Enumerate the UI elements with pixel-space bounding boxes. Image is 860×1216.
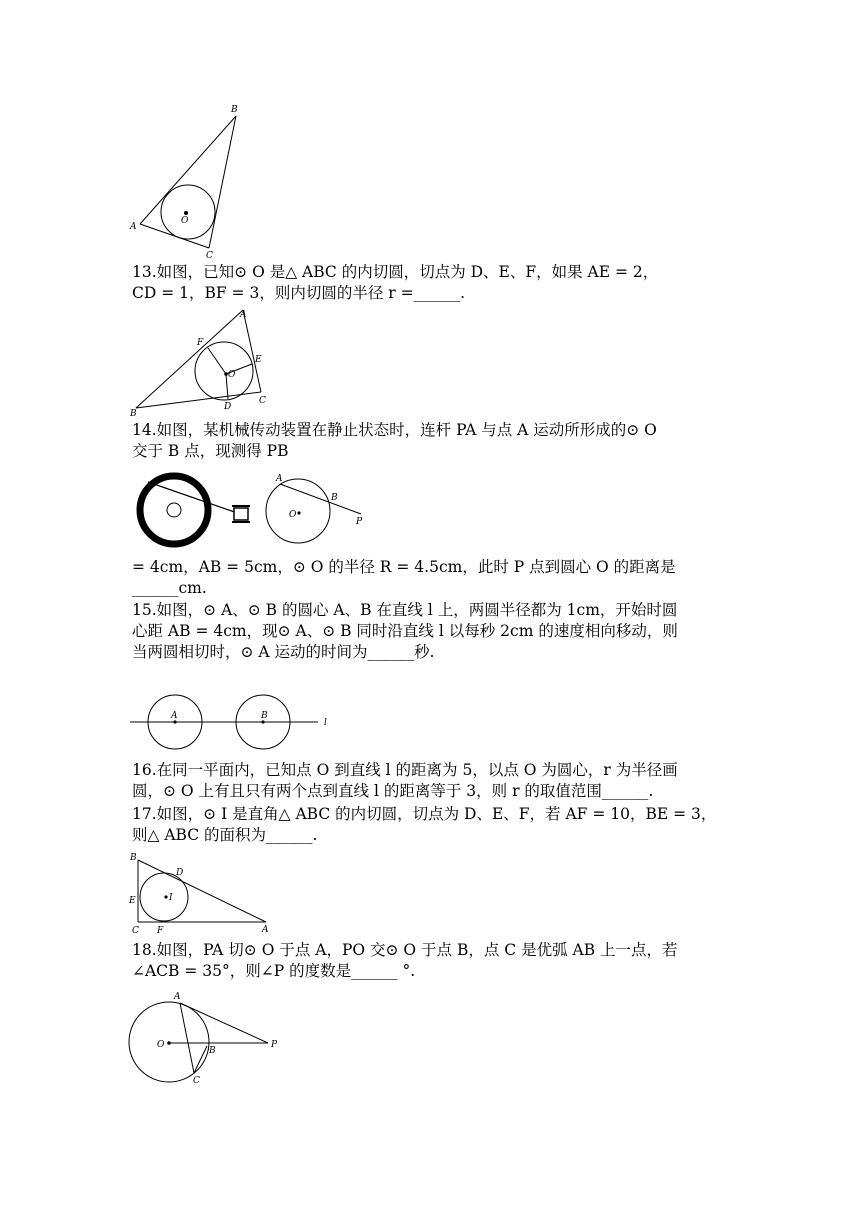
figure-q12 — [126, 100, 256, 265]
label-a: A — [240, 310, 247, 320]
question-17-line-1: 17.如图，⊙ I 是直角△ ABC 的内切圆，切点为 D、E、F，若 AF = 10，BE = 3， — [132, 805, 717, 823]
flywheel-photo — [140, 476, 250, 544]
label-c: C — [206, 251, 213, 261]
question-14-line-3: = 4cm，AB = 5cm，⊙ O 的半径 R = 4.5cm，此时 P 点到圆心 O 的距离是 — [132, 558, 676, 576]
label-e: E — [129, 896, 136, 906]
question-13-line-1: 13.如图，已知⊙ O 是△ ABC 的内切圆，切点为 D、E、F，如果 AE = 2， — [132, 263, 659, 281]
label-l: l — [324, 718, 327, 728]
question-16-line-2: 圆，⊙ O 上有且只有两个点到直线 l 的距离等于 3，则 r 的取值范围______. — [132, 782, 654, 800]
label-b: B — [209, 1046, 216, 1056]
label-o: O — [157, 1040, 165, 1050]
label-b: B — [331, 493, 338, 503]
question-15-line-1: 15.如图，⊙ A、⊙ B 的圆心 A、B 在直线 l 上，两圆半径都为 1cm，开始时圆 — [132, 601, 678, 619]
question-14-line-1: 14.如图，某机械传动装置在静止状态时，连杆 PA 与点 A 运动所形成的⊙ O — [132, 421, 657, 439]
label-o: O — [228, 370, 236, 380]
question-15-line-2: 心距 AB = 4cm，现⊙ A、⊙ B 同时沿直线 l 以每秒 2cm 的速度相向移动，则 — [132, 622, 678, 640]
question-14 — [132, 420, 742, 462]
question-14-line-4: ______cm. — [132, 579, 207, 597]
question-13 — [132, 262, 742, 304]
question-18-line-1: 18.如图，PA 切⊙ O 于点 A，PO 交⊙ O 于点 B，点 C 是优弧 AB 上一点，若 — [132, 941, 678, 959]
question-18-line-2: ∠ACB = 35°，则∠P 的度数是______ °. — [132, 962, 416, 980]
label-f: F — [197, 338, 204, 348]
label-o: O — [181, 216, 189, 226]
figure-q13 — [126, 306, 276, 418]
label-a: A — [174, 992, 181, 1002]
question-16-line-1: 16.在同一平面内，已知点 O 到直线 l 的距离为 5，以点 O 为圆心，r 为半径画 — [132, 761, 678, 779]
circle-o-figure — [266, 474, 363, 543]
figure-q17 — [126, 848, 276, 938]
figure-q15 — [126, 690, 336, 755]
question-15 — [132, 600, 742, 663]
label-e: E — [255, 355, 262, 365]
label-b: B — [130, 853, 137, 863]
label-d: D — [176, 868, 184, 878]
label-a: A — [276, 474, 283, 484]
label-i: I — [169, 893, 173, 903]
label-b: B — [231, 105, 238, 115]
label-a: A — [130, 222, 137, 232]
question-17-line-2: 则△ ABC 的面积为______. — [132, 826, 318, 844]
label-c: C — [193, 1076, 200, 1086]
label-c: C — [132, 926, 139, 936]
label-a: A — [171, 711, 178, 721]
label-f: F — [157, 926, 164, 936]
question-17 — [132, 804, 742, 846]
question-18 — [132, 940, 742, 982]
label-o: O — [289, 510, 297, 520]
question-15-line-3: 当两圆相切时，⊙ A 运动的时间为______秒. — [132, 643, 435, 661]
question-14-line-2: 交于 B 点，现测得 PB — [132, 442, 289, 460]
question-14-continued — [132, 557, 742, 599]
label-c: C — [259, 396, 266, 406]
label-b: B — [261, 711, 268, 721]
figure-q18 — [126, 988, 296, 1088]
question-13-line-2: CD = 1，BF = 3，则内切圆的半径 r =______. — [132, 284, 466, 302]
figure-q14 — [126, 466, 386, 556]
label-b: B — [130, 409, 137, 418]
label-d: D — [224, 402, 232, 412]
question-16 — [132, 760, 742, 802]
label-p: P — [356, 517, 363, 527]
label-p: P — [271, 1040, 278, 1050]
label-a: A — [262, 925, 269, 935]
